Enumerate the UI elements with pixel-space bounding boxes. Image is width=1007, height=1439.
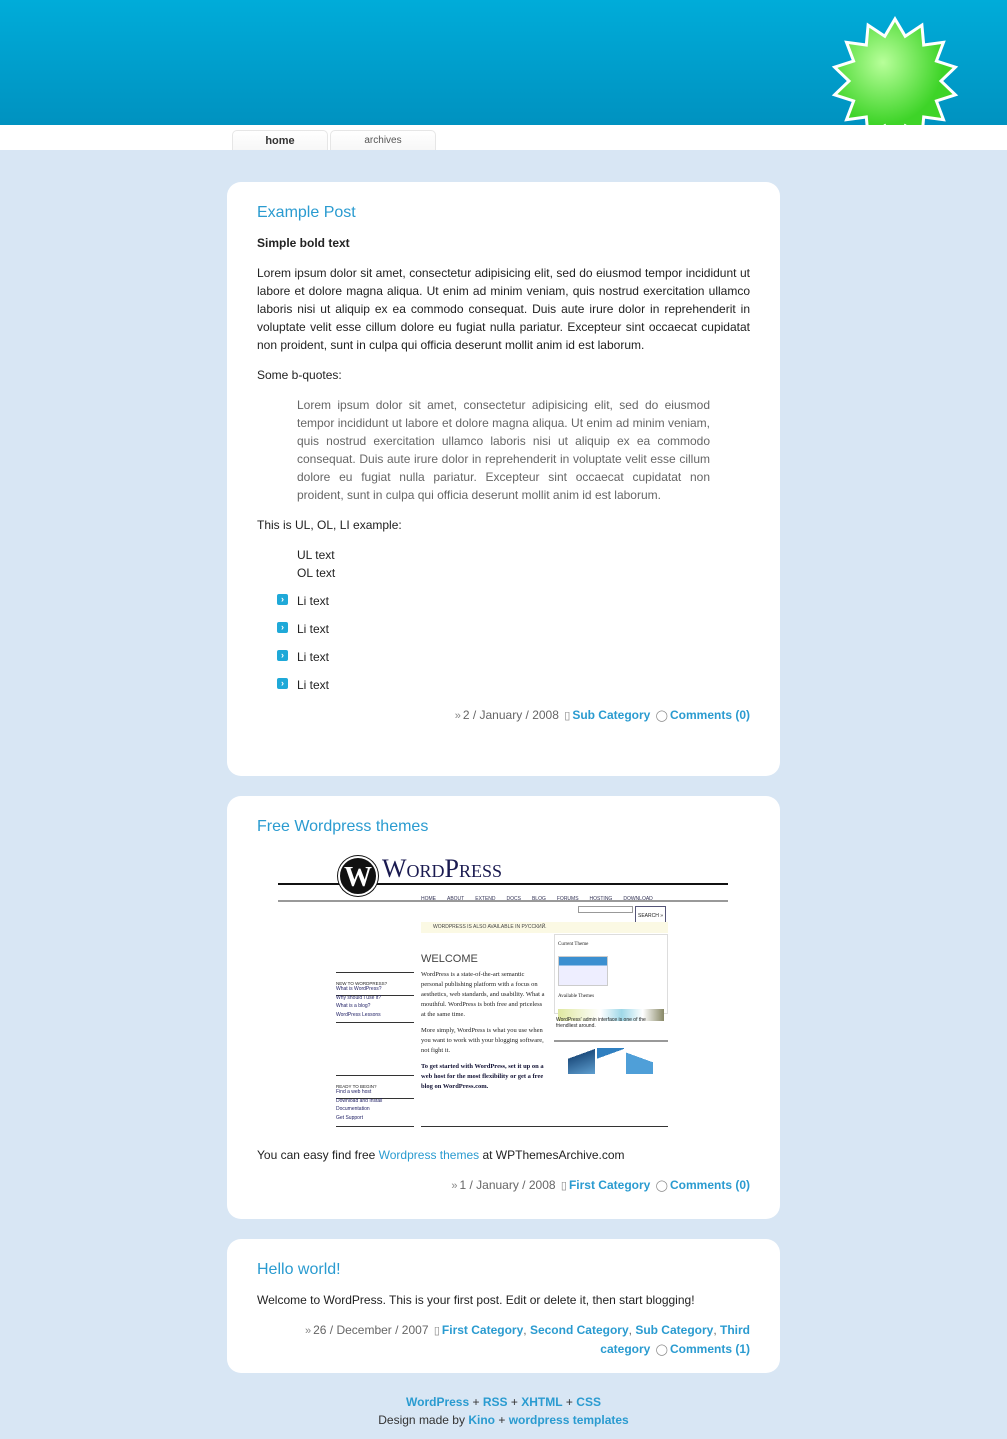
- image-menu-text: DOWNLOAD: [623, 896, 653, 902]
- category-link[interactable]: First Category: [441, 1323, 524, 1337]
- category-link[interactable]: Sub Category: [572, 708, 651, 722]
- post-date: 26 / December / 2007: [313, 1323, 429, 1337]
- footer-rss-link[interactable]: RSS: [482, 1395, 508, 1409]
- image-side-link-text: What is WordPress?: [336, 986, 382, 992]
- chevron-bullet-icon: ›: [277, 678, 288, 689]
- category-link[interactable]: Sub Category: [635, 1323, 714, 1337]
- nav-bar: [0, 125, 1007, 150]
- paragraph: Welcome to WordPress. This is your first post. Edit or delete it, then start blogging!: [257, 1293, 695, 1307]
- document-icon: ▯: [560, 1180, 567, 1192]
- document-icon: ▯: [564, 710, 571, 722]
- tab-home[interactable]: home: [232, 130, 328, 150]
- comments-link[interactable]: Comments (0): [669, 1178, 750, 1192]
- list-item: › Li text: [277, 648, 750, 666]
- image-menu-text: EXTEND: [475, 896, 496, 902]
- category-link[interactable]: Third category: [600, 1323, 750, 1356]
- footer-kino-link[interactable]: Kino: [468, 1413, 495, 1427]
- chevron-bullet-icon: ›: [277, 650, 288, 661]
- post-meta: [257, 1176, 750, 1195]
- footer-css-link[interactable]: CSS: [576, 1395, 601, 1409]
- image-menu-text: ABOUT: [447, 896, 465, 902]
- footer: WordPress + RSS + XHTML + CSS Design made by Kino + wordpress templates: [378, 1395, 629, 1427]
- post-title[interactable]: Free Wordpress themes: [257, 818, 429, 835]
- post-title[interactable]: Hello world!: [257, 1261, 341, 1278]
- post-title[interactable]: Example Post: [257, 204, 356, 221]
- footer-wordpress-link[interactable]: WordPress: [406, 1395, 470, 1409]
- image-side-link-text: What is a blog?: [336, 1003, 371, 1009]
- comments-link[interactable]: Comments (1): [669, 1342, 750, 1356]
- image-side-link-text: Get Support: [336, 1114, 363, 1121]
- document-icon: ▯: [433, 1325, 440, 1337]
- image-side-link-text: Documentation: [336, 1106, 370, 1112]
- paragraph: You can easy find free Wordpress themes at WPThemesArchive.com: [257, 1148, 625, 1162]
- post-date: 1 / January / 2008: [459, 1178, 556, 1192]
- image-side-link-text: Find a web host: [336, 1089, 372, 1095]
- post-meta: » 26 / December / 2007 ▯ First Category, Second Category, Sub Category, Third category ◯ Comments (1): [257, 1321, 750, 1359]
- bold-text: Simple bold text: [257, 236, 350, 250]
- footer-templates-link[interactable]: wordpress templates: [508, 1413, 629, 1427]
- image-side-link-text: Why should I use it?: [336, 994, 382, 1001]
- post-example: [227, 182, 780, 776]
- comment-bubble-icon: ◯: [655, 710, 668, 722]
- chevron-bullet-icon: ›: [277, 622, 288, 633]
- tab-archives[interactable]: archives: [330, 130, 436, 150]
- image-menu-text: FORUMS: [556, 896, 579, 902]
- list-item: › Li text: [277, 620, 750, 638]
- image-menu-text: HOSTING: [589, 896, 613, 902]
- list-item: › Li text: [277, 592, 750, 610]
- footer-xhtml-link[interactable]: XHTML: [521, 1395, 563, 1409]
- comment-bubble-icon: ◯: [655, 1180, 668, 1192]
- wordpress-themes-link[interactable]: Wordpress themes: [378, 1148, 480, 1162]
- post-free-themes: [227, 796, 780, 1219]
- post-hello-world: [227, 1239, 780, 1373]
- image-side-link-text: WordPress Lessons: [336, 1011, 381, 1018]
- comments-link[interactable]: Comments (0): [669, 708, 750, 722]
- category-link[interactable]: First Category: [568, 1178, 651, 1192]
- date-arrows-icon: »: [304, 1325, 312, 1337]
- ol-text: OL text: [297, 566, 336, 580]
- wordpress-screenshot-image: W WordPress HOME ABOUT EXTEND DOCS BLOG FORUMS HOSTING DOWNLOAD SEARCH » WORDPRESS IS ALSO AVAILABLE IN РУССКИЙ. WELCOME WordPress is a state-of-the-art semantic personal publishing platform with a focus on aesthetics, web standards, and usability. What a mouthful. WordPress is both free and priceless at the same time. More simply, WordPress is what you use when you want to work with your blogging software, not fight it. To get started with WordPress, set it up on a web host for the most flexibility or get a free blog on WordPress.com. NEW TO WORDPRESS? What is WordPress? Why should I use it? What is a blog? WordPress Lessons READY TO BEGIN? Find a web host Download and Install Documentation Get Support Current Theme Available Themes WordPress' admin interface is one of the friendliest around.: [278, 850, 728, 1132]
- paragraph: Lorem ipsum dolor sit amet, consectetur adipisicing elit, sed do eiusmod tempor incididunt ut labore et dolore magna aliqua. Ut enim ad minim veniam, quis nostrud exercitation ullamco laboris nisi ut aliquip ex ea commodo consequat. Duis aute irure dolor in reprehenderit in voluptate velit esse cillum dolore eu fugiat nulla pariatur. Excepteur sint occaecat cupidatat non proident, sunt in culpa qui officia deserunt mollit anim id est laborum.: [257, 266, 750, 352]
- image-side-link-text: Download and Install: [336, 1097, 383, 1104]
- date-arrows-icon: »: [451, 1180, 458, 1192]
- post-date: 2 / January / 2008: [462, 708, 559, 722]
- date-arrows-icon: »: [454, 710, 461, 722]
- comment-bubble-icon: ◯: [655, 1344, 668, 1356]
- blockquote: Lorem ipsum dolor sit amet, consectetur adipisicing elit, sed do eiusmod tempor incididunt ut labore et dolore magna aliqua. Ut enim ad minim veniam, quis nostrud exercitation ullamco laboris nisi ut aliquip ex ea commodo consequat. Duis aute irure dolor in reprehenderit in voluptate velit esse cillum dolore eu fugiat nulla pariatur. Excepteur sint occaecat cupidatat non proident, sunt in culpa qui officia deserunt mollit anim id est laborum.: [297, 398, 710, 502]
- post-meta: [257, 706, 750, 725]
- category-link[interactable]: Second Category: [529, 1323, 629, 1337]
- list-item: › Li text: [277, 676, 750, 694]
- image-menu-text: BLOG: [531, 896, 546, 902]
- image-menu-text: HOME: [421, 896, 436, 902]
- chevron-bullet-icon: ›: [277, 594, 288, 605]
- list-label: This is UL, OL, LI example:: [257, 518, 402, 532]
- ul-text: UL text: [297, 548, 335, 562]
- image-menu-text: DOCS: [506, 896, 521, 902]
- bquote-label: Some b-quotes:: [257, 368, 342, 382]
